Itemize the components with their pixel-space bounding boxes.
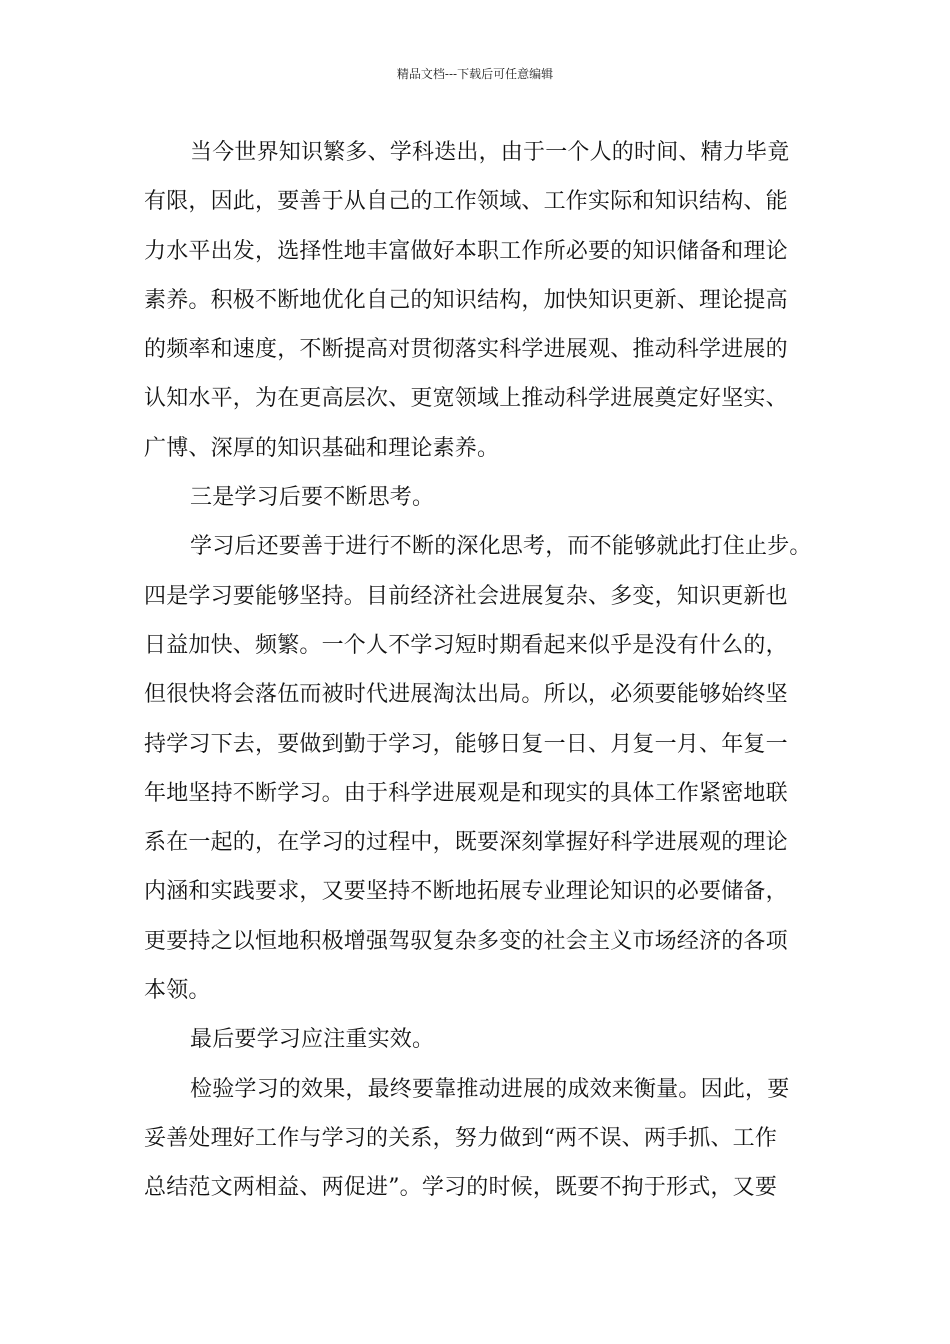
document-body xyxy=(144,128,810,1213)
text-line: 力水平出发，选择性地丰富做好本职工作所必要的知识储备和理论 xyxy=(144,238,788,264)
text-line: 广博、深厚的知识基础和理论素养。 xyxy=(144,435,500,461)
text-line: 妥善处理好工作与学习的关系，努力做到“两不误、两手抓、工作 xyxy=(144,1125,778,1151)
text-line: 持学习下去，要做到勤于学习，能够日复一日、月复一月、年复一 xyxy=(144,731,788,757)
text-line: 检验学习的效果，最终要靠推动进展的成效来衡量。因此，要 xyxy=(190,1076,790,1102)
text-line: 系在一起的，在学习的过程中，既要深刻掌握好科学进展观的理论 xyxy=(144,830,788,856)
section-heading: 三是学习后要不断思考。 xyxy=(190,485,435,511)
text-line: 但很快将会落伍而被时代进展淘汰出局。所以，必须要能够始终坚 xyxy=(144,682,788,708)
text-line: 更要持之以恒地积极增强驾驭复杂多变的社会主义市场经济的各项 xyxy=(144,928,788,954)
text-line: 内涵和实践要求，又要坚持不断地拓展专业理论知识的必要储备， xyxy=(144,879,788,905)
section-heading: 最后要学习应注重实效。 xyxy=(190,1027,435,1053)
text-line: 年地坚持不断学习。由于科学进展观是和现实的具体工作紧密地联 xyxy=(144,780,788,806)
text-line: 有限，因此，要善于从自己的工作领域、工作实际和知识结构、能 xyxy=(144,189,788,215)
section-heading: 四是学习要能够坚持。目前经济社会进展复杂、多变，知识更新也 xyxy=(144,583,788,609)
text-line: 总结范文两相益、两促进”。学习的时候，既要不拘于形式，又要 xyxy=(144,1175,778,1201)
text-line: 本领。 xyxy=(144,978,211,1004)
text-line: 当今世界知识繁多、学科迭出，由于一个人的时间、精力毕竟 xyxy=(190,140,790,165)
text-line: 的频率和速度，不断提高对贯彻落实科学进展观、推动科学进展的 xyxy=(144,337,788,363)
text-line: 日益加快、频繁。一个人不学习短时期看起来似乎是没有什么的， xyxy=(144,632,788,658)
text-line: 认知水平，为在更高层次、更宽领域上推动科学进展奠定好坚实、 xyxy=(144,386,788,412)
text-line: 素养。积极不断地优化自己的知识结构，加快知识更新、理论提高 xyxy=(144,287,788,313)
page-header: 精品文档---下载后可任意编辑 xyxy=(396,67,554,81)
text-line: 学习后还要善于进行不断的深化思考，而不能够就此打住止步。 xyxy=(190,534,812,560)
